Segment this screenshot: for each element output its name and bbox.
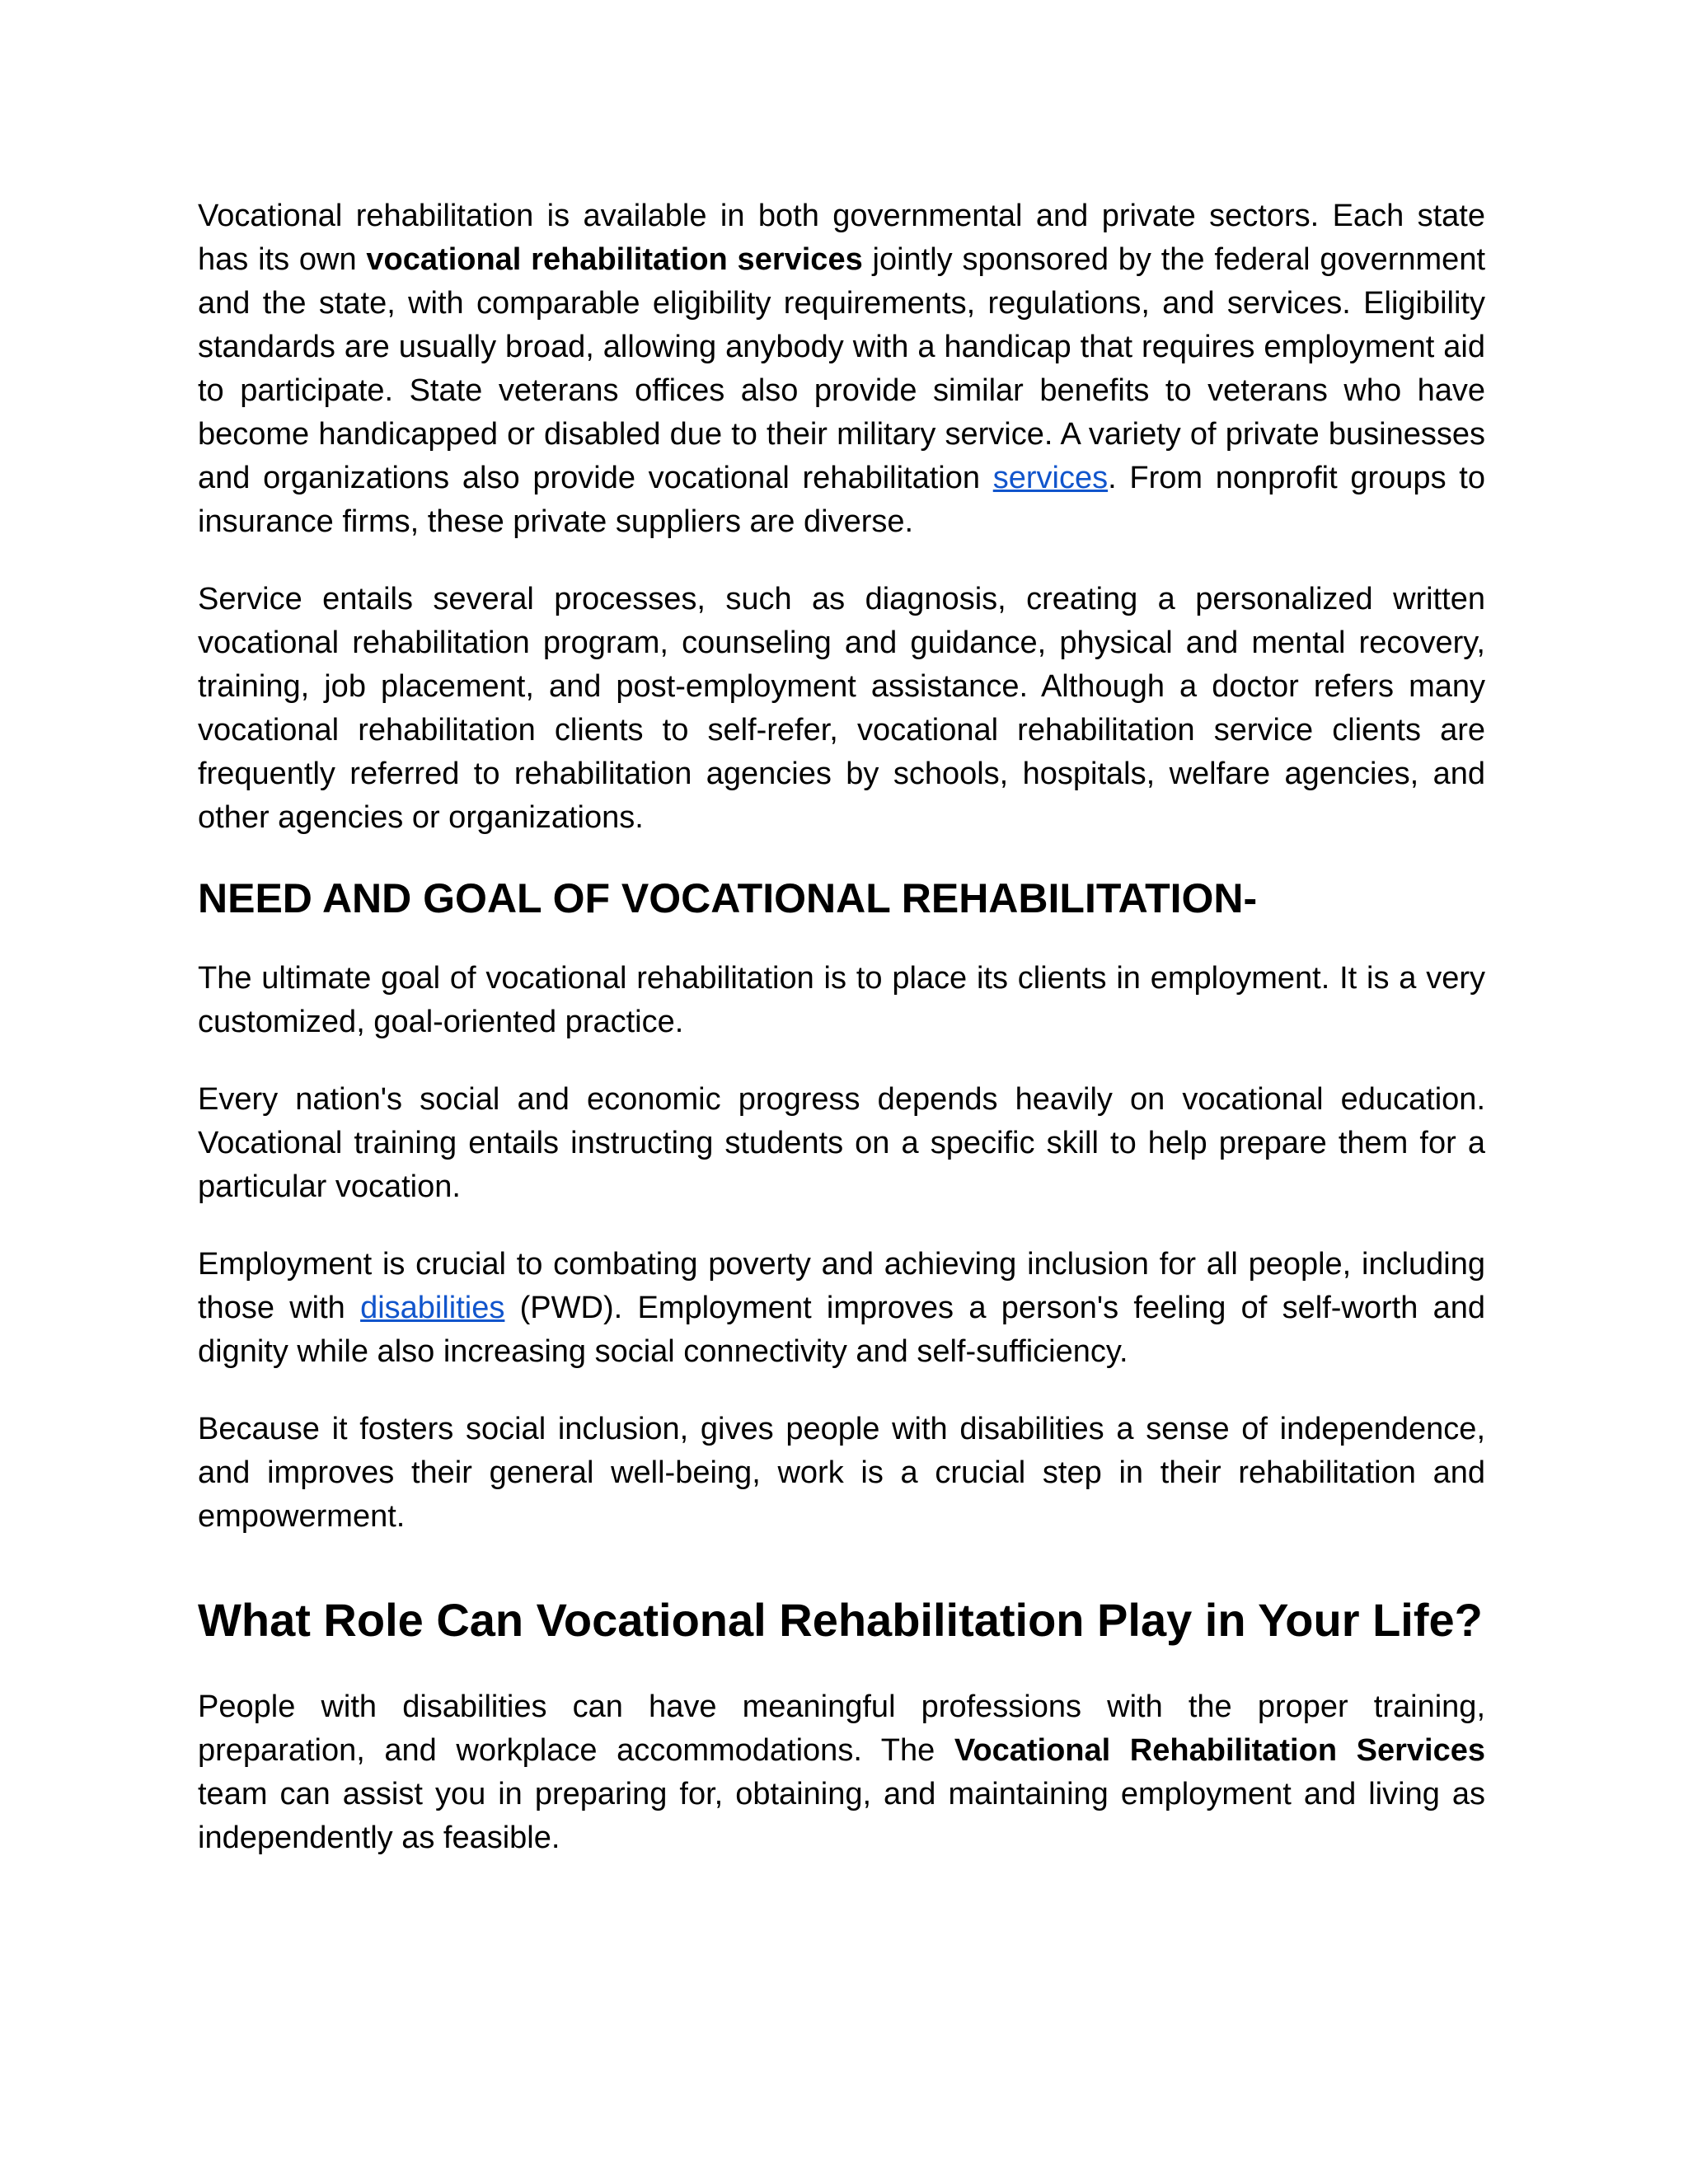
role-p1-text-1: People with disabilities can have meaningful professions with the proper training, preparation, and workplace accommodations. The (198, 1690, 1485, 1768)
intro-p1-text-3: . From nonprofit groups to insurance firms, these private suppliers are diverse. (198, 461, 1485, 539)
intro-paragraph-2: Service entails several processes, such as diagnosis, creating a personalized written vocational rehabilitation program, counseling and guidance, physical and mental recovery, training, job placement, and post-employment assistance. Although a doctor refers many vocational rehabilitation clients to self-refer, vocational rehabilitation service clients are frequently referred to rehabilitation agencies by schools, hospitals, welfare agencies, and other agencies or organizations. (198, 582, 1485, 835)
document-page (198, 194, 1485, 1894)
role-heading: What Role Can Vocational Rehabilitation Play in Your Life? (198, 1594, 1483, 1646)
role-p1-bold-term: Vocational Rehabilitation Services (954, 1733, 1485, 1768)
services-link[interactable]: services (992, 461, 1109, 495)
disabilities-link[interactable]: disabilities (360, 1291, 505, 1325)
need-paragraph-4: Because it fosters social inclusion, gives people with disabilities a sense of independence, and improves their general well-being, work is a crucial step in their rehabilitation and empowerment. (198, 1412, 1485, 1534)
intro-paragraph-1 (198, 194, 1485, 544)
need-paragraph-3 (198, 1243, 1485, 1374)
role-p1-text-2: team can assist you in preparing for, obtaining, and maintaining employment and living as independently as feasible. (198, 1777, 1485, 1855)
need-p3-text-1: Employment is crucial to combating poverty and achieving inclusion for all people, including those with (198, 1247, 1485, 1325)
need-p3-text-2: (PWD). Employment improves a person's feeling of self-worth and dignity while also increasing social connectivity and self-sufficiency. (198, 1291, 1485, 1369)
need-paragraph-2: Every nation's social and economic progress depends heavily on vocational education. Vocational training entails instructing students on a specific skill to help prepare them for a particular vocation. (198, 1082, 1485, 1204)
intro-p1-text-2: jointly sponsored by the federal government and the state, with comparable eligibility requirements, regulations, and services. Eligibility standards are usually broad, allowing anybody with a handicap that requires employment aid to participate. State veterans offices also provide similar benefits to veterans who have become handicapped or disabled due to their military service. A variety of private businesses and organizations also provide vocational rehabilitation (198, 242, 1486, 495)
intro-p1-text-1: Vocational rehabilitation is available in both governmental and private sectors. Each state has its own (198, 199, 1485, 277)
intro-p1-bold-term: vocational rehabilitation services (366, 242, 863, 277)
need-paragraph-1: The ultimate goal of vocational rehabilitation is to place its clients in employment. It is a very customized, goal-oriented practice. (198, 961, 1485, 1039)
role-paragraph-1 (198, 1685, 1485, 1860)
need-goal-heading: NEED AND GOAL OF VOCATIONAL REHABILITATION- (198, 875, 1258, 921)
